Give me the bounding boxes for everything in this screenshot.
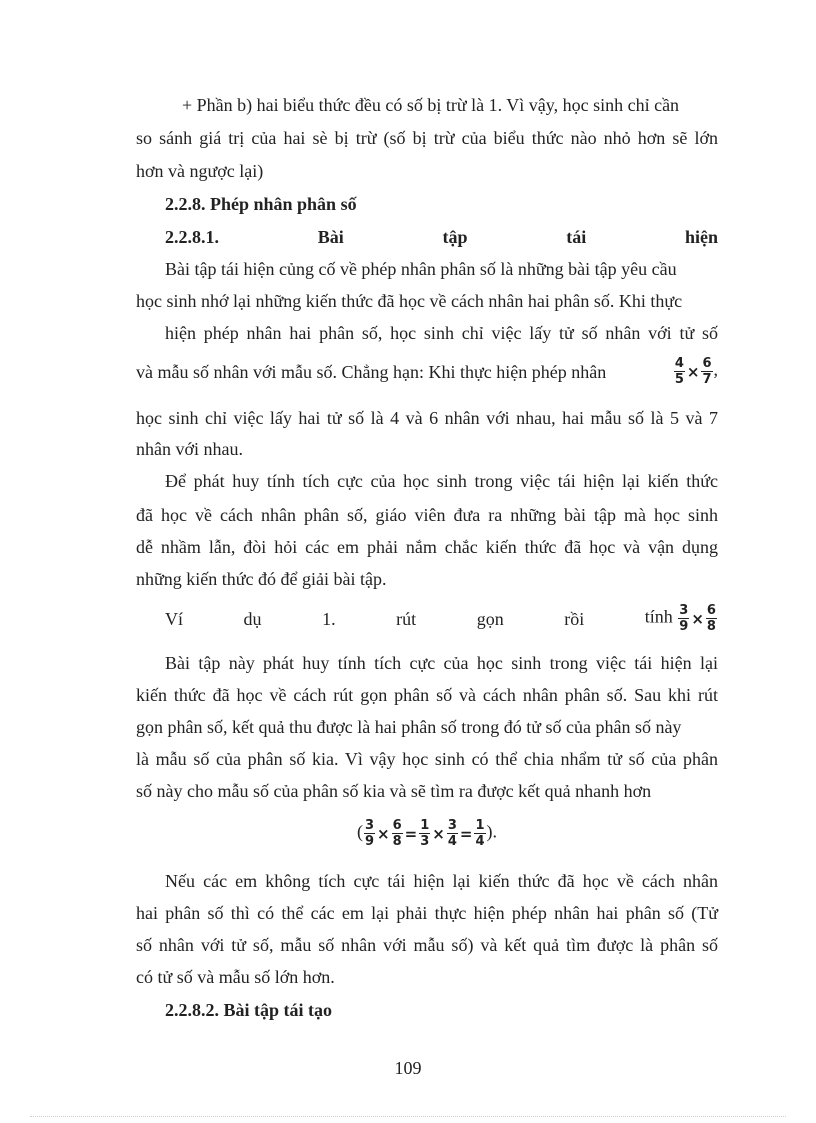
paragraph-line: Bài tập này phát huy tính tích cực của học sinh trong việc tái hiện lại	[165, 653, 718, 673]
example-expression: tính $\frac{3}{9}$ × $\frac{6}{8}$	[644, 603, 716, 634]
fraction: $\frac{1}{3}$	[420, 818, 430, 849]
paragraph-line: gọn phân số, kết quả thu được là hai phân số trong đó tử số của phân số này	[136, 717, 682, 737]
paragraph-line-with-math	[136, 357, 718, 386]
page-border-dots	[30, 1116, 786, 1117]
example-word: 1.	[322, 608, 336, 629]
example-word: rồi	[564, 608, 585, 629]
page-number: 109	[394, 1058, 422, 1078]
heading-word: tập	[442, 227, 468, 247]
paragraph-line: Để phát huy tính tích cực của học sinh trong việc tái hiện lại kiến thức	[165, 471, 718, 491]
paragraph-line: số này cho mẫu số của phân số kia và sẽ tìm ra được kết quả nhanh hơn	[136, 781, 652, 801]
paragraph-line: số nhân với tử số, mẫu số nhân với mẫu số) và kết quả tìm được là phân số	[136, 935, 718, 955]
result-equation: ( $\frac{3}{9}$ × $\frac{6}{8}$ = $\frac{1}{3}$ × $\frac{3}{4}$ = $\frac{1}{4}$ ).	[356, 818, 498, 849]
subsection-heading: 2.2.8.2. Bài tập tái tạo	[165, 1000, 333, 1020]
multiply-sign: ×	[377, 824, 390, 843]
paragraph-line: Bài tập tái hiện củng cố về phép nhân phân số là những bài tập yêu cầu	[165, 259, 677, 279]
paragraph-line: học sinh chỉ việc lấy hai tử số là 4 và 6 nhân với nhau, hai mẫu số là 5 và 7	[136, 408, 718, 428]
fraction: $\frac{4}{5}$	[674, 356, 684, 387]
fraction-product: $\frac{4}{5}$ × $\frac{6}{7}$ ,	[674, 356, 718, 387]
heading-word: tái	[566, 227, 587, 247]
paragraph-line: có tử số và mẫu số lớn hơn.	[136, 967, 335, 987]
multiply-sign: ×	[432, 824, 445, 843]
paragraph-line: Nếu các em không tích cực tái hiện lại kiến thức đã học về cách nhân	[165, 871, 718, 891]
paragraph-line: + Phần b) hai biểu thức đều có số bị trừ là 1. Vì vậy, học sinh chỉ cần	[182, 95, 680, 115]
section-heading: 2.2.8. Phép nhân phân số	[165, 194, 357, 214]
example-line	[165, 604, 718, 633]
paragraph-line: học sinh nhớ lại những kiến thức đã học về cách nhân hai phân số. Khi thực	[136, 291, 683, 311]
fraction: $\frac{3}{4}$	[447, 818, 457, 849]
example-word: rút	[396, 608, 417, 629]
fraction: $\frac{6}{8}$	[706, 603, 716, 634]
paragraph-line: so sánh giá trị của hai sè bị trừ (số bị trừ của biểu thức nào nhỏ hơn sẽ lớn	[136, 128, 718, 148]
paragraph-line: kiến thức đã học về cách rút gọn phân số và cách nhân phân số. Sau khi rút	[136, 685, 718, 705]
equals-sign: =	[459, 824, 473, 843]
paragraph-line: hai phân số thì có thể các em lại phải thực hiện phép nhân hai phân số (Tử	[136, 903, 718, 923]
multiply-sign: ×	[691, 609, 704, 628]
paragraph-text: và mẫu số nhân với mẫu số. Chẳng hạn: Khi thực hiện phép nhân	[136, 361, 607, 382]
paragraph-line: hơn và ngược lại)	[136, 161, 264, 181]
example-word: Ví	[165, 608, 183, 629]
subsection-heading	[165, 225, 718, 249]
example-word: gọn	[476, 608, 504, 629]
heading-word: hiện	[684, 227, 718, 247]
paragraph-line: là mẫu số của phân số kia. Vì vậy học sinh có thể chia nhẩm tử số của phân	[136, 749, 718, 769]
paragraph-line: những kiến thức đó để giải bài tập.	[136, 569, 387, 589]
equals-sign: =	[404, 824, 418, 843]
heading-number: 2.2.8.1.	[165, 227, 219, 247]
fraction: $\frac{6}{8}$	[392, 818, 402, 849]
paragraph-line: nhân với nhau.	[136, 439, 243, 459]
fraction: $\frac{3}{9}$	[679, 603, 689, 634]
heading-word: Bài	[317, 227, 344, 247]
paragraph-line: đã học về cách nhân phân số, giáo viên đưa ra những bài tập mà học sinh	[136, 505, 718, 525]
example-word: dụ	[243, 608, 262, 629]
fraction: $\frac{3}{9}$	[364, 818, 375, 849]
multiply-sign: ×	[686, 362, 700, 381]
fraction: $\frac{6}{7}$	[702, 356, 712, 387]
paragraph-line: hiện phép nhân hai phân số, học sinh chỉ việc lấy tử số nhân với tử số	[165, 323, 718, 343]
paragraph-line: dễ nhầm lẫn, đòi hỏi các em phải nắm chắc kiến thức đã học và vận dụng	[136, 537, 718, 557]
fraction: $\frac{1}{4}$	[475, 818, 485, 849]
